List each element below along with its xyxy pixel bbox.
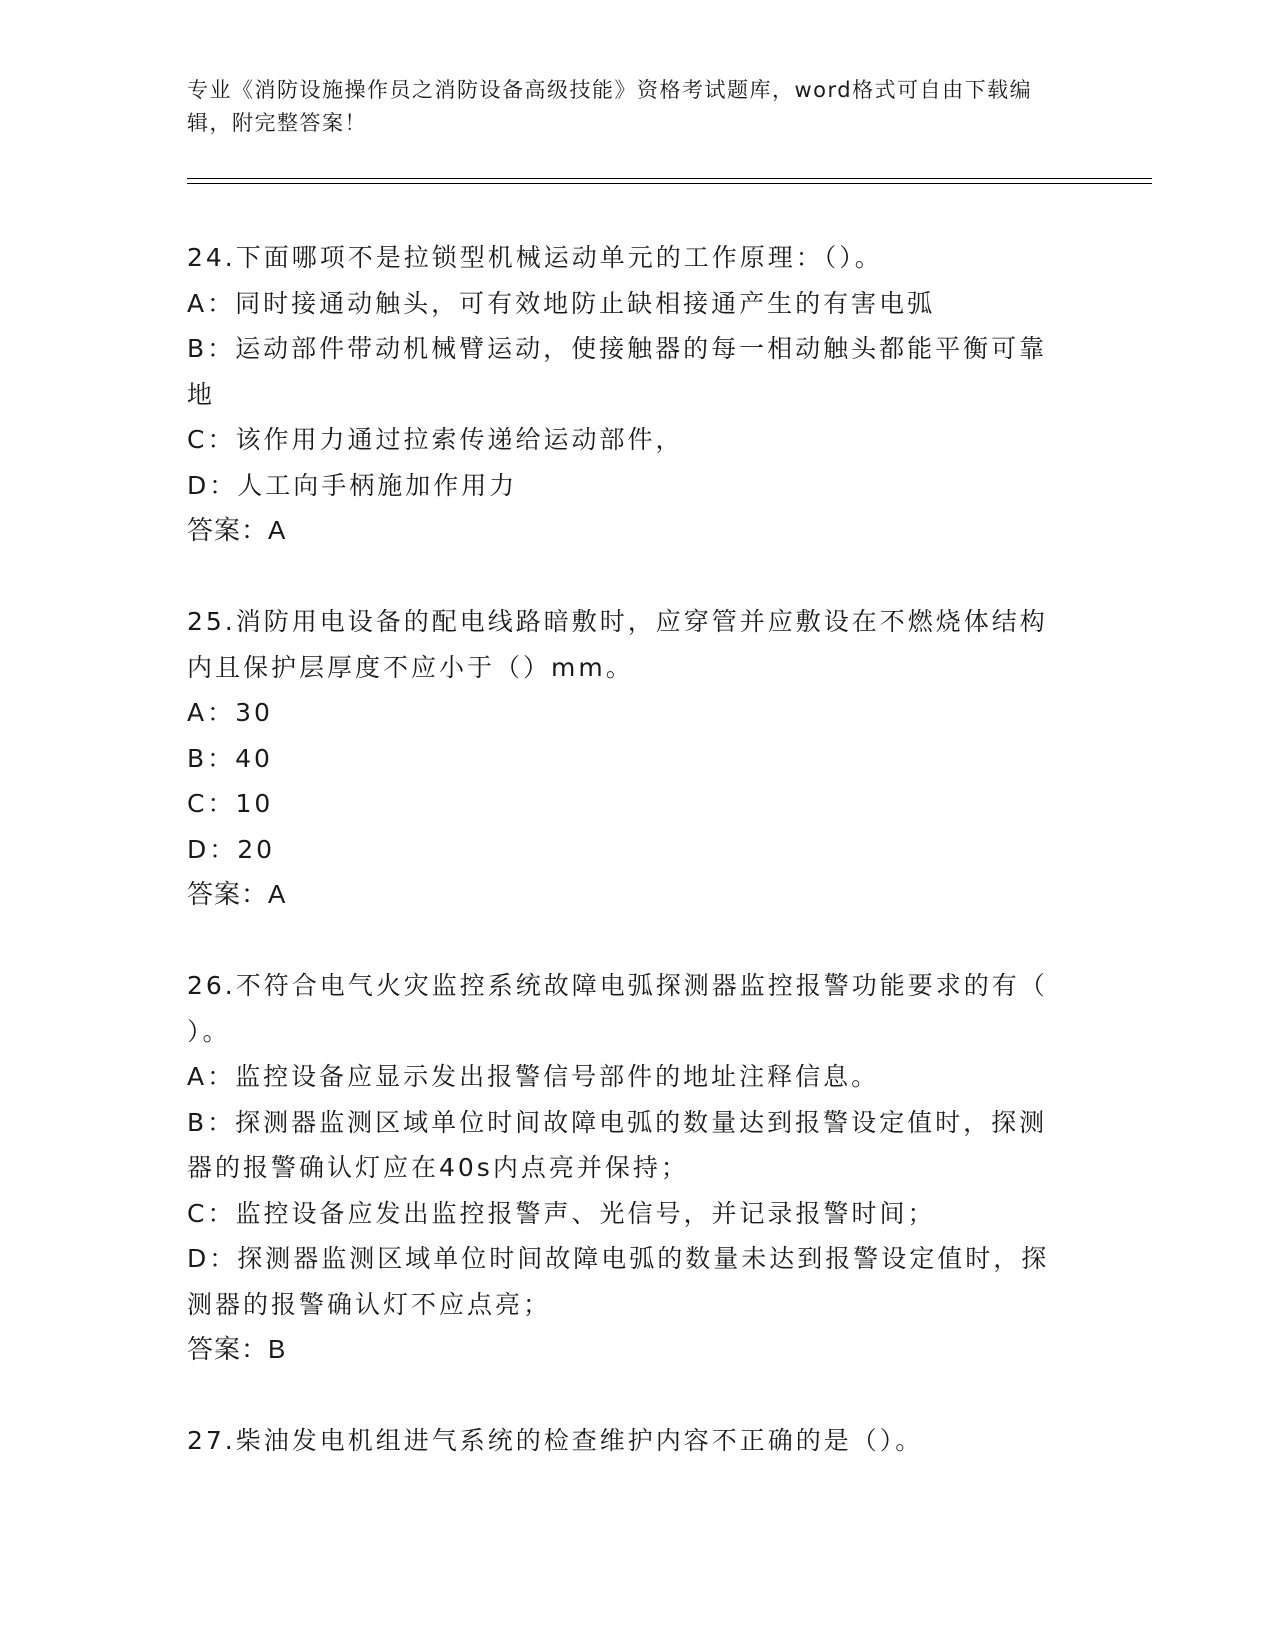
question-27	[187, 1418, 1067, 1464]
option-a: A：监控设备应显示发出报警信号部件的地址注释信息。	[187, 1062, 880, 1091]
question-stem-continued: 内且保护层厚度不应小于（）mm。	[187, 652, 634, 682]
header-rule-top	[187, 178, 1152, 179]
option-d: D：人工向手柄施加作用力	[187, 470, 518, 500]
option-b-continued: 地	[187, 379, 216, 409]
answer-label: 答案：A	[187, 515, 287, 545]
option-b: B：40	[187, 743, 273, 773]
question-list	[187, 235, 1067, 1464]
answer-label: 答案：B	[187, 1334, 287, 1364]
question-stem: 24.下面哪项不是拉锁型机械运动单元的工作原理：（）。	[187, 243, 883, 272]
question-26	[187, 963, 1067, 1373]
question-24	[187, 235, 1067, 554]
option-d: D：探测器监测区域单位时间故障电弧的数量未达到报警设定值时，探	[187, 1244, 1050, 1273]
option-c: C：该作用力通过拉索传递给运动部件，	[187, 425, 684, 454]
option-a: A：同时接通动触头，可有效地防止缺相接通产生的有害电弧	[187, 288, 936, 318]
option-b: B：探测器监测区域单位时间故障电弧的数量达到报警设定值时，探测	[187, 1107, 1048, 1137]
header-rule-bottom	[187, 183, 1152, 184]
option-a: A：30	[187, 698, 273, 727]
question-25	[187, 599, 1067, 918]
question-stem: 26.不符合电气火灾监控系统故障电弧探测器监控报警功能要求的有（	[187, 971, 1048, 1000]
option-d-continued: 测器的报警确认灯不应点亮；	[187, 1289, 552, 1319]
document-header: 专业《消防设施操作员之消防设备高级技能》资格考试题库，word格式可自由下载编辑，附完整答案！	[187, 78, 1033, 135]
option-c: C：10	[187, 789, 274, 818]
option-c: C：监控设备应发出监控报警声、光信号，并记录报警时间；	[187, 1198, 936, 1228]
question-stem: 25.消防用电设备的配电线路暗敷时，应穿管并应敷设在不燃烧体结构	[187, 607, 1048, 636]
question-stem-continued: ）。	[187, 1016, 231, 1046]
option-b-continued: 器的报警确认灯应在40s内点亮并保持；	[187, 1153, 689, 1182]
option-b: B：运动部件带动机械臂运动，使接触器的每一相动触头都能平衡可靠	[187, 334, 1048, 363]
answer-label: 答案：A	[187, 879, 287, 909]
option-d: D：20	[187, 834, 276, 864]
question-stem: 27.柴油发电机组进气系统的检查维护内容不正确的是（）。	[187, 1426, 924, 1455]
